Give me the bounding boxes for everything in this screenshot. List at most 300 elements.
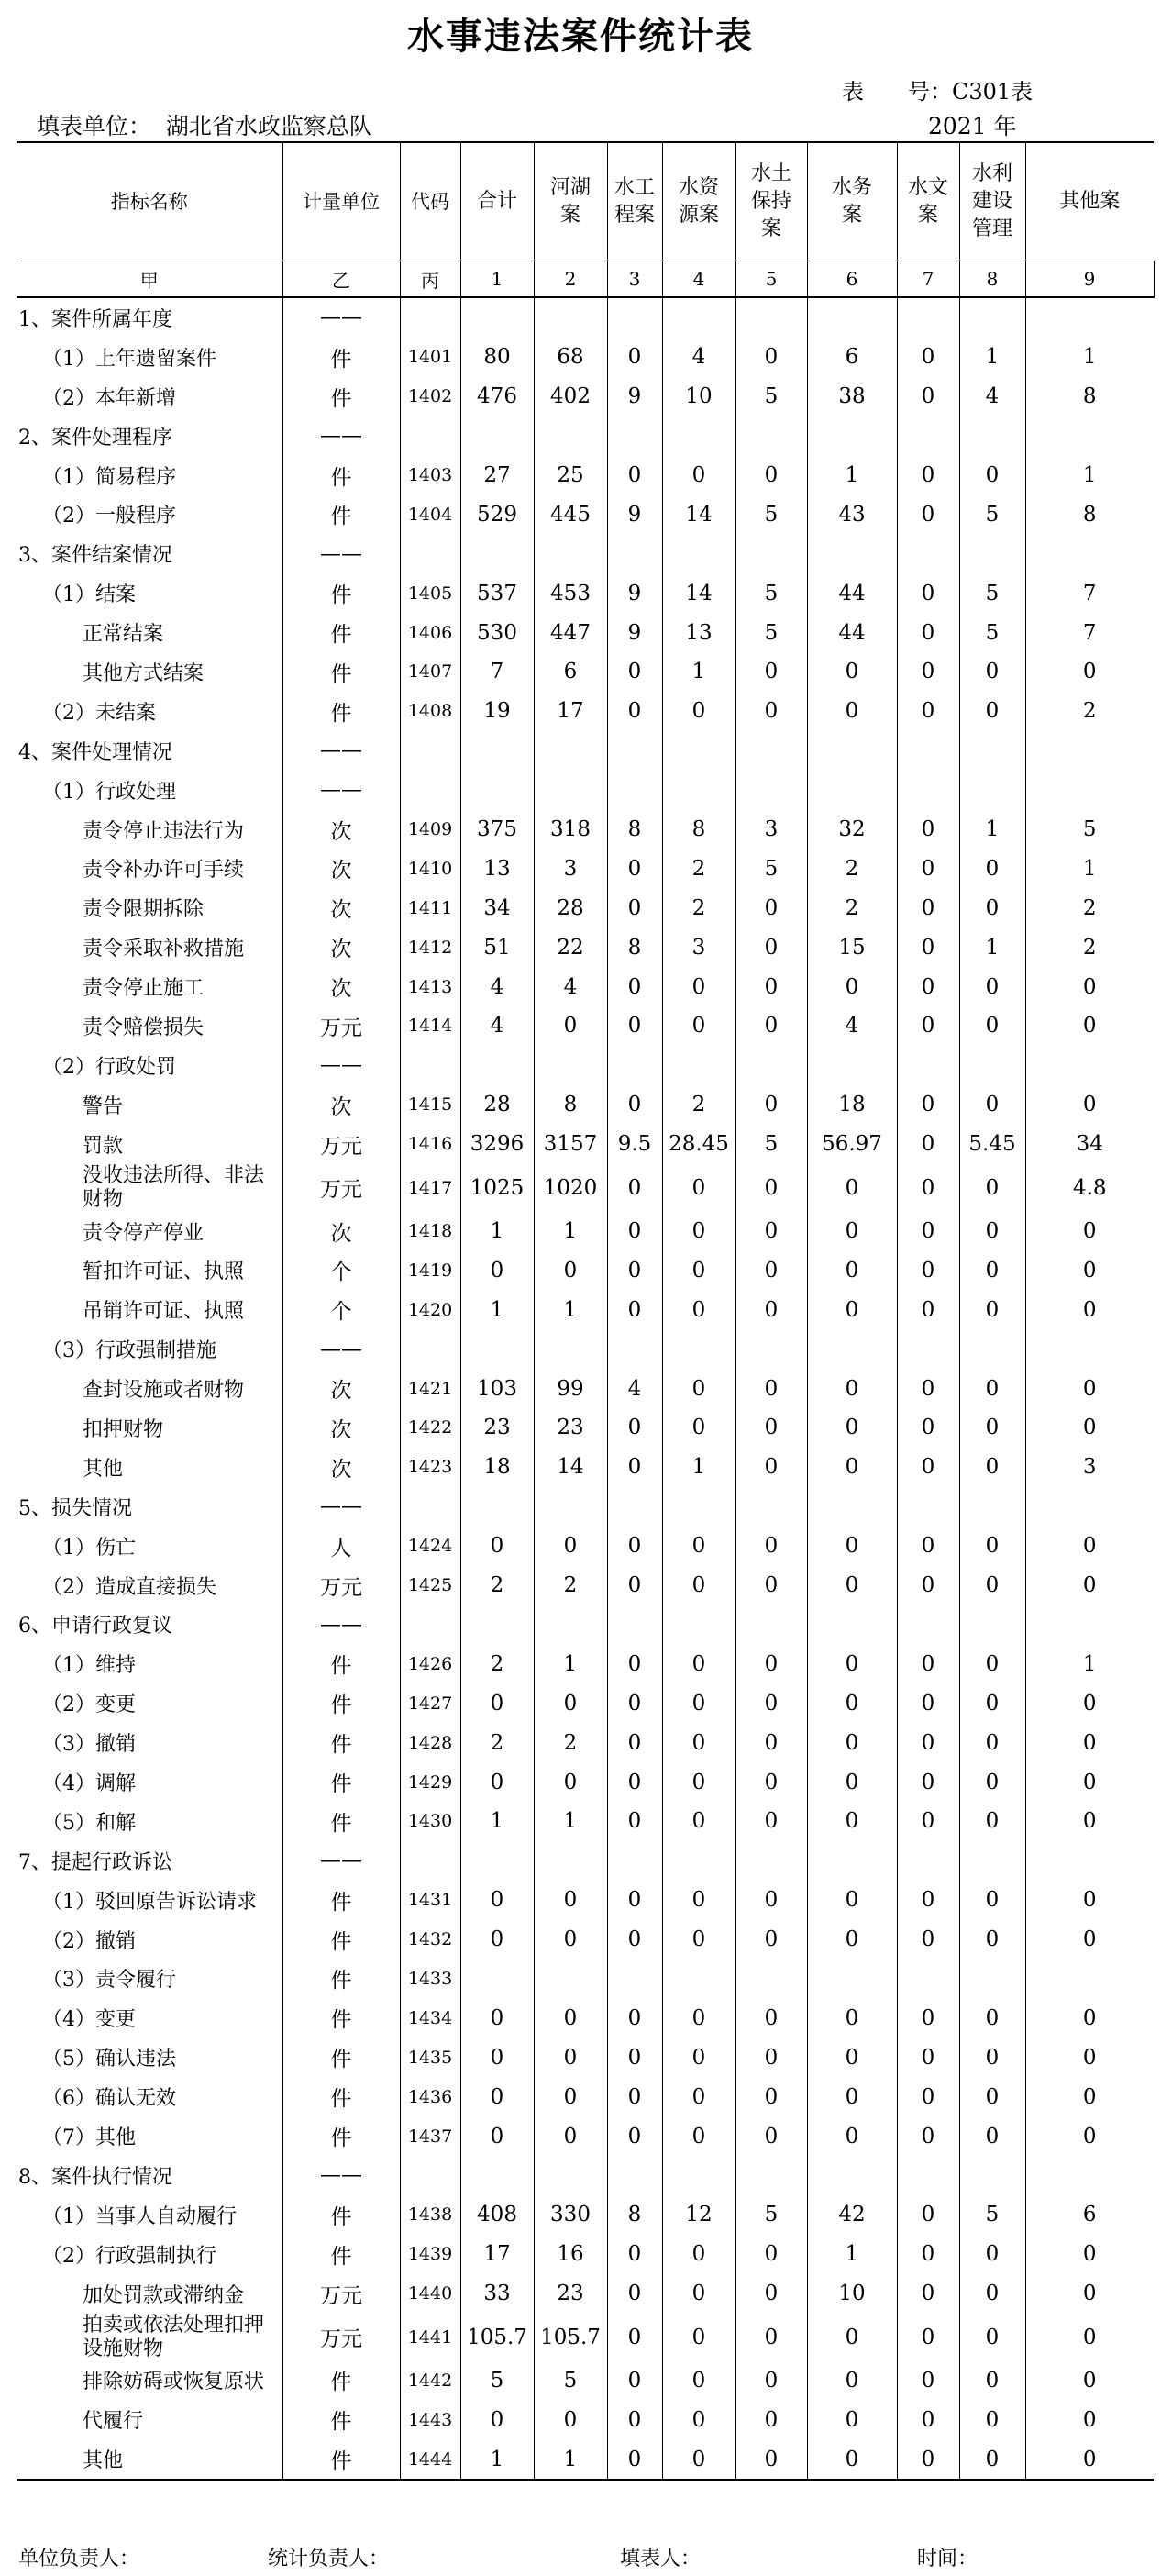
row-value: 375: [460, 810, 534, 849]
row-indicator-name: 暂扣许可证、执照: [17, 1250, 282, 1290]
row-code: 1403: [400, 456, 460, 495]
row-value: 3: [1082, 1455, 1097, 1480]
table-row: [17, 1802, 1154, 1841]
row-value: 0: [1082, 1730, 1097, 1755]
row-value: [807, 1841, 897, 1881]
form-number: 表 号：C301表: [842, 79, 1034, 105]
row-value: 0: [1082, 1770, 1097, 1794]
table-row: [17, 573, 1154, 613]
row-indicator-name: （1）伤亡: [17, 1527, 282, 1566]
row-value: 0: [460, 2037, 534, 2077]
row-value: [897, 1841, 959, 1881]
row-value: [807, 297, 897, 338]
row-value: [959, 534, 1025, 573]
row-unit: 件: [282, 1762, 400, 1802]
row-value: 38: [807, 377, 897, 416]
row-value: 0: [735, 652, 807, 692]
table-row: [17, 377, 1154, 416]
row-value: 0: [959, 849, 1025, 888]
row-value: 0: [807, 692, 897, 731]
row-unit: 个: [282, 1250, 400, 1290]
row-value: 0: [897, 1644, 959, 1683]
row-value: 80: [460, 338, 534, 377]
row-unit: 件: [282, 1960, 400, 1999]
column-letter: 乙: [282, 261, 400, 298]
row-value: [959, 416, 1025, 456]
row-indicator-name: 责令停止违法行为: [17, 810, 282, 849]
row-code: [400, 1329, 460, 1369]
row-code: 1419: [400, 1250, 460, 1290]
row-value: [662, 1605, 735, 1645]
row-indicator-name: 吊销许可证、执照: [17, 1290, 282, 1329]
row-value: [807, 534, 897, 573]
row-indicator-name: 责令赔偿损失: [17, 1006, 282, 1046]
row-indicator-name: （5）确认违法: [17, 2037, 282, 2077]
row-code: 1444: [400, 2439, 460, 2480]
row-value: 4: [607, 1369, 662, 1408]
row-value: 0: [1082, 1297, 1097, 1322]
row-value: [735, 1329, 807, 1369]
row-code: 1427: [400, 1683, 460, 1723]
row-indicator-name: 其他方式结案: [17, 652, 282, 692]
row-value: 14: [662, 494, 735, 534]
row-value: 0: [460, 1881, 534, 1920]
row-value: [1025, 1329, 1154, 1369]
row-value: 0: [897, 1408, 959, 1448]
row-value: 0: [897, 494, 959, 534]
row-value: 0: [897, 2274, 959, 2314]
row-value: [460, 2156, 534, 2195]
fill-unit-label: 填表单位：: [37, 113, 152, 139]
row-value: 0: [897, 2361, 959, 2401]
row-code: 1404: [400, 494, 460, 534]
row-code: 1408: [400, 692, 460, 731]
row-code: [400, 771, 460, 810]
row-value: 5.45: [959, 1125, 1025, 1164]
row-value: 0: [1025, 2439, 1154, 2480]
row-code: [400, 1841, 460, 1881]
row-value: 0: [807, 2361, 897, 2401]
row-value: 9.5: [607, 1125, 662, 1164]
row-value: [897, 416, 959, 456]
row-indicator-name: 6、申请行政复议: [17, 1605, 282, 1645]
row-value: 0: [1082, 1014, 1097, 1038]
row-value: 0: [959, 1369, 1025, 1408]
column-letter: 7: [897, 261, 959, 298]
row-value: 2: [662, 888, 735, 927]
row-value: 0: [662, 2274, 735, 2314]
row-value: 0: [1082, 660, 1097, 684]
row-value: 2: [460, 1644, 534, 1683]
row-value: [460, 1841, 534, 1881]
row-value: 0: [959, 1290, 1025, 1329]
row-value: 3: [534, 849, 607, 888]
row-value: 0: [897, 1881, 959, 1920]
row-code: 1423: [400, 1448, 460, 1487]
row-value: 0: [735, 1448, 807, 1487]
row-value: 0: [662, 2361, 735, 2401]
row-indicator-name: （2）行政处罚: [17, 1046, 282, 1085]
row-value: 0: [959, 1408, 1025, 1448]
table-row: [17, 2314, 1154, 2361]
row-value: 0: [897, 1164, 959, 1212]
row-unit: 万元: [282, 2314, 400, 2361]
row-value: 5: [959, 494, 1025, 534]
row-code: 1442: [400, 2361, 460, 2401]
row-value: 5: [735, 2195, 807, 2235]
column-letter: 4: [662, 261, 735, 298]
row-value: [897, 771, 959, 810]
row-value: 0: [607, 1723, 662, 1762]
column-header: 水务 案: [807, 142, 897, 261]
row-value: [897, 534, 959, 573]
row-unit: 万元: [282, 1164, 400, 1212]
row-value: 0: [959, 1683, 1025, 1723]
row-value: 0: [807, 1762, 897, 1802]
row-value: [735, 1841, 807, 1881]
row-indicator-name: （1）上年遗留案件: [17, 338, 282, 377]
row-value: 0: [1082, 1691, 1097, 1715]
column-header: 代码: [400, 142, 460, 261]
row-value: [534, 1605, 607, 1645]
row-unit: 件: [282, 338, 400, 377]
row-unit: 次: [282, 810, 400, 849]
row-value: 10: [662, 377, 735, 416]
row-value: [959, 771, 1025, 810]
row-value: 4.8: [1072, 1175, 1107, 1200]
table-row: [17, 810, 1154, 849]
row-value: 22: [534, 927, 607, 967]
row-value: 0: [735, 1802, 807, 1841]
row-indicator-name: 5、损失情况: [17, 1487, 282, 1527]
row-value: [807, 731, 897, 771]
row-value: 0: [607, 2235, 662, 2274]
row-value: 14: [662, 573, 735, 613]
row-indicator-name: 8、案件执行情况: [17, 2156, 282, 2195]
row-value: 1025: [460, 1164, 534, 1212]
row-value: 2: [534, 1566, 607, 1605]
footer-stat-head: 统计负责人：: [268, 2548, 390, 2570]
table-row: [17, 494, 1154, 534]
row-value: 0: [735, 2037, 807, 2077]
row-value: 0: [662, 2077, 735, 2116]
table-row: [17, 1046, 1154, 1085]
row-value: [607, 416, 662, 456]
row-unit: 件: [282, 2439, 400, 2480]
row-value: 13: [662, 613, 735, 652]
row-unit: 次: [282, 1448, 400, 1487]
row-value: 2: [460, 1723, 534, 1762]
row-value: 0: [897, 377, 959, 416]
row-value: [534, 771, 607, 810]
table-row: [17, 652, 1154, 692]
row-unit: 万元: [282, 1125, 400, 1164]
row-value: 13: [460, 849, 534, 888]
row-unit: 个: [282, 1290, 400, 1329]
row-value: [959, 1605, 1025, 1645]
row-code: [400, 1487, 460, 1527]
row-indicator-name: （1）驳回原告诉讼请求: [17, 1881, 282, 1920]
row-value: 0: [735, 1085, 807, 1125]
row-value: 0: [735, 1762, 807, 1802]
row-value: 0: [1082, 1534, 1097, 1559]
row-value: 0: [807, 1290, 897, 1329]
row-value: 44: [807, 613, 897, 652]
table-row: [17, 1006, 1154, 1046]
row-value: 7: [1082, 581, 1097, 605]
row-value: [735, 534, 807, 573]
row-value: 0: [735, 967, 807, 1006]
row-value: 9: [607, 494, 662, 534]
row-value: 0: [1082, 2242, 1097, 2267]
row-value: 0: [662, 692, 735, 731]
row-unit: 件: [282, 1802, 400, 1841]
table-row: [17, 1408, 1154, 1448]
row-value: 17: [534, 692, 607, 731]
row-indicator-name: （3）撤销: [17, 1723, 282, 1762]
row-value: [735, 2156, 807, 2195]
table-row: [17, 967, 1154, 1006]
column-header: 其他案: [1025, 142, 1154, 261]
row-unit: 次: [282, 927, 400, 967]
row-value: 476: [460, 377, 534, 416]
row-value: 0: [1082, 1888, 1097, 1913]
row-value: 445: [534, 494, 607, 534]
row-value: 0: [662, 2116, 735, 2156]
row-indicator-name: 其他: [17, 2439, 282, 2480]
row-value: [607, 1329, 662, 1369]
row-value: [607, 2156, 662, 2195]
row-value: 0: [607, 967, 662, 1006]
row-unit: 件: [282, 2361, 400, 2401]
row-value: 0: [807, 1881, 897, 1920]
row-value: 0: [662, 1164, 735, 1212]
row-code: 1440: [400, 2274, 460, 2314]
footer-time: 时间：: [917, 2548, 979, 2570]
row-value: 0: [735, 1644, 807, 1683]
row-value: 28: [460, 1085, 534, 1125]
row-value: 0: [897, 1125, 959, 1164]
row-value: [959, 1960, 1025, 1999]
row-value: 0: [959, 1566, 1025, 1605]
row-value: 0: [662, 1644, 735, 1683]
row-value: 2: [460, 1566, 534, 1605]
row-value: 0: [662, 1802, 735, 1841]
row-value: 0: [897, 1448, 959, 1487]
row-value: 0: [607, 1448, 662, 1487]
table-row: [17, 1329, 1154, 1369]
row-value: 0: [735, 1408, 807, 1448]
row-value: 0: [607, 692, 662, 731]
row-value: 0: [735, 1723, 807, 1762]
row-value: 9: [607, 573, 662, 613]
row-value: 1: [534, 1290, 607, 1329]
row-value: 0: [897, 927, 959, 967]
row-value: 0: [662, 1290, 735, 1329]
row-unit: ——: [282, 534, 400, 573]
row-unit: 万元: [282, 1006, 400, 1046]
table-row: [17, 1212, 1154, 1251]
row-value: 27: [460, 456, 534, 495]
row-value: [735, 771, 807, 810]
row-value: 5: [735, 494, 807, 534]
row-value: 0: [534, 1527, 607, 1566]
row-value: 23: [534, 2274, 607, 2314]
column-letter: 丙: [400, 261, 460, 298]
row-value: 0: [1082, 1416, 1097, 1440]
row-value: 1: [460, 1212, 534, 1251]
row-value: [662, 534, 735, 573]
row-value: 537: [460, 573, 534, 613]
row-value: 23: [460, 1408, 534, 1448]
row-code: [400, 2156, 460, 2195]
row-value: 14: [534, 1448, 607, 1487]
table-row: [17, 927, 1154, 967]
row-value: [897, 1046, 959, 1085]
row-value: 1: [534, 1802, 607, 1841]
row-value: 32: [807, 810, 897, 849]
row-code: [400, 731, 460, 771]
row-value: 0: [959, 1212, 1025, 1251]
row-value: 0: [607, 2274, 662, 2314]
row-value: 0: [607, 888, 662, 927]
row-value: 0: [607, 1566, 662, 1605]
row-indicator-name: （2）本年新增: [17, 377, 282, 416]
row-value: 0: [897, 1369, 959, 1408]
row-unit: 件: [282, 456, 400, 495]
row-value: 0: [897, 1683, 959, 1723]
row-value: [959, 2156, 1025, 2195]
row-value: 5: [959, 2195, 1025, 2235]
row-value: 0: [607, 2439, 662, 2480]
row-value: 1: [807, 456, 897, 495]
row-value: 0: [897, 1212, 959, 1251]
row-indicator-name: 7、提起行政诉讼: [17, 1841, 282, 1881]
table-row: [17, 2077, 1154, 2116]
row-code: 1410: [400, 849, 460, 888]
row-value: [662, 771, 735, 810]
row-value: 0: [959, 2314, 1025, 2361]
row-indicator-name: 正常结案: [17, 613, 282, 652]
row-value: [460, 1046, 534, 1085]
column-header: 合计: [460, 142, 534, 261]
row-unit: 件: [282, 2400, 400, 2439]
row-value: [735, 297, 807, 338]
row-unit: 件: [282, 494, 400, 534]
row-value: 0: [534, 1006, 607, 1046]
table-row: [17, 1762, 1154, 1802]
row-value: 0: [735, 1290, 807, 1329]
column-header: 水利 建设 管理: [959, 142, 1025, 261]
row-indicator-name: （2）造成直接损失: [17, 1566, 282, 1605]
row-code: 1413: [400, 967, 460, 1006]
row-value: 3296: [460, 1125, 534, 1164]
row-value: 0: [662, 1920, 735, 1960]
row-value: 44: [807, 573, 897, 613]
row-unit: 人: [282, 1527, 400, 1566]
row-indicator-name: （2）未结案: [17, 692, 282, 731]
row-unit: ——: [282, 2156, 400, 2195]
row-value: 15: [807, 927, 897, 967]
row-indicator-name: 没收违法所得、非法财物: [17, 1164, 282, 1212]
row-value: [460, 731, 534, 771]
row-code: [400, 1046, 460, 1085]
row-value: 0: [897, 1998, 959, 2037]
row-value: 0: [662, 1566, 735, 1605]
table-row: [17, 1164, 1154, 1212]
row-indicator-name: 代履行: [17, 2400, 282, 2439]
row-value: [735, 1487, 807, 1527]
row-value: 0: [735, 1683, 807, 1723]
column-letter: 3: [607, 261, 662, 298]
row-code: 1437: [400, 2116, 460, 2156]
row-value: 0: [735, 1164, 807, 1212]
row-unit: 件: [282, 2116, 400, 2156]
row-value: 0: [607, 1881, 662, 1920]
row-value: 5: [735, 613, 807, 652]
row-value: [897, 731, 959, 771]
row-value: 0: [959, 1802, 1025, 1841]
row-value: 0: [735, 2400, 807, 2439]
row-unit: 次: [282, 888, 400, 927]
table-row: [17, 1125, 1154, 1164]
row-value: [607, 1605, 662, 1645]
row-value: 0: [959, 1723, 1025, 1762]
row-value: 5: [534, 2361, 607, 2401]
row-value: 0: [662, 1006, 735, 1046]
table-row: [17, 1644, 1154, 1683]
row-code: [400, 297, 460, 338]
row-value: 99: [534, 1369, 607, 1408]
table-row: [17, 1369, 1154, 1408]
row-value: 0: [607, 2400, 662, 2439]
row-value: 0: [607, 2116, 662, 2156]
row-code: 1415: [400, 1085, 460, 1125]
row-value: 0: [735, 2077, 807, 2116]
row-value: 0: [1082, 2368, 1097, 2393]
row-value: 28: [534, 888, 607, 927]
row-value: [807, 1329, 897, 1369]
table-row: [17, 1723, 1154, 1762]
row-value: 0: [807, 1723, 897, 1762]
row-indicator-name: 4、案件处理情况: [17, 731, 282, 771]
row-value: 0: [897, 613, 959, 652]
row-unit: 件: [282, 652, 400, 692]
row-indicator-name: （1）当事人自动履行: [17, 2195, 282, 2235]
row-value: 3: [662, 927, 735, 967]
row-value: 10: [807, 2274, 897, 2314]
row-value: 0: [607, 1408, 662, 1448]
row-value: 0: [607, 2361, 662, 2401]
row-value: 0: [607, 1212, 662, 1251]
row-value: [534, 2156, 607, 2195]
row-indicator-name: 加处罚款或滞纳金: [17, 2274, 282, 2314]
row-value: 0: [897, 2439, 959, 2480]
row-value: [897, 1329, 959, 1369]
row-value: 16: [534, 2235, 607, 2274]
table-row: [17, 1881, 1154, 1920]
row-value: 0: [607, 1802, 662, 1841]
row-indicator-name: （3）责令履行: [17, 1960, 282, 1999]
row-indicator-name: 责令采取补救措施: [17, 927, 282, 967]
row-value: 1: [534, 2439, 607, 2480]
row-indicator-name: 警告: [17, 1085, 282, 1125]
row-value: 0: [807, 1920, 897, 1960]
row-value: 0: [460, 1762, 534, 1802]
row-unit: 件: [282, 573, 400, 613]
row-value: 0: [897, 888, 959, 927]
table-row: [17, 1448, 1154, 1487]
